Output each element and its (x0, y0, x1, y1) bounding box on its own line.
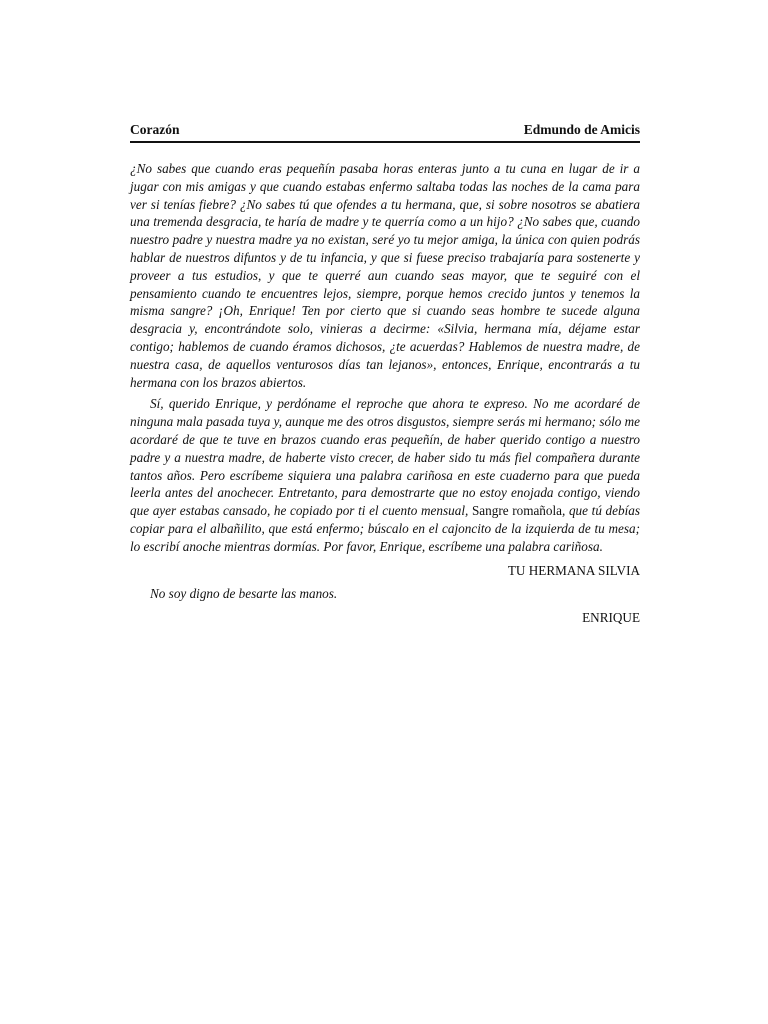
author-name: Edmundo de Amicis (523, 122, 640, 137)
paragraph-2 (130, 395, 640, 555)
paragraph-2-start: Sí, querido Enrique, y perdóname el reproche que ahora te expreso. No me acordaré de ninguna mala pasada tuya y, aunque me des otros disgustos, siempre serás mi hermano; sólo me acordaré de que te tuve en brazos cuando eras pequeñín, de haber querido contigo a nuestro padre y a nuestra madre, de haberte visto crecer, de haber sido tu más fiel compañera durante tantos años. Pero escríbeme siquiera una palabra cariñosa en este cuaderno para que pueda leerla antes del anochecer. Entretanto, para demostrarte que no estoy enojada contigo, viendo que ayer estabas cansado, he copiado por ti el cuento mensual, (130, 396, 641, 519)
signature-silvia: TU HERMANA SILVIA (507, 562, 640, 578)
document-page (130, 122, 640, 633)
reply-line: No soy digno de besarte las manos. (150, 586, 338, 602)
paragraph-1: ¿No sabes que cuando eras pequeñín pasaba horas enteras junto a tu cuna en lugar de ir a jugar con mis amigas y que cuando estabas enfermo saltaba todas las noches de la cama para ver si tenías fiebre? ¿No sabes tú que ofendes a tu hermana, que, si sobre nosotros se abatiera una tremenda desgracia, te haría de madre y te querría como a un hijo? ¿No sabes que, cuando nuestro padre y nuestra madre ya no existan, seré yo tu mejor amiga, la única con quien podrás hablar de nuestros difuntos y de tu infancia, y que si fuese preciso trabajaría para sostenerte y proveer a tus estudios, y que te querré aun cuando seas mayor, que te seguiré con el pensamiento cuando te encuentres lejos, siempre, porque hemos crecido juntos y tenemos la misma sangre? ¡Oh, Enrique! Ten por cierto que si cuando seas hombre te sucede alguna desgracia y, encontrándote solo, vinieras a decirme: «Silvia, hermana mía, déjame estar contigo; hablemos de cuando éramos dichosos, ¿te acuerdas? Hablemos de nuestra madre, de nuestra casa, de aquellos venturosos días tan lejanos», entonces, Enrique, encontrarás a tu hermana con los brazos abiertos. (130, 161, 640, 390)
paragraph-2-end: , que tú debías copiar para el albañilito, que está enfermo; búscalo en el cajoncito de la izquierda de tu mesa; lo escribí anoche mientras dormías. Por favor, Enrique, escríbeme una palabra cariñosa. (130, 503, 640, 554)
story-title: Sangre romañola (471, 503, 563, 519)
signature-enrique: ENRIQUE (582, 610, 640, 626)
body-text (130, 160, 640, 627)
book-title: Corazón (130, 122, 180, 137)
running-header (130, 122, 640, 143)
